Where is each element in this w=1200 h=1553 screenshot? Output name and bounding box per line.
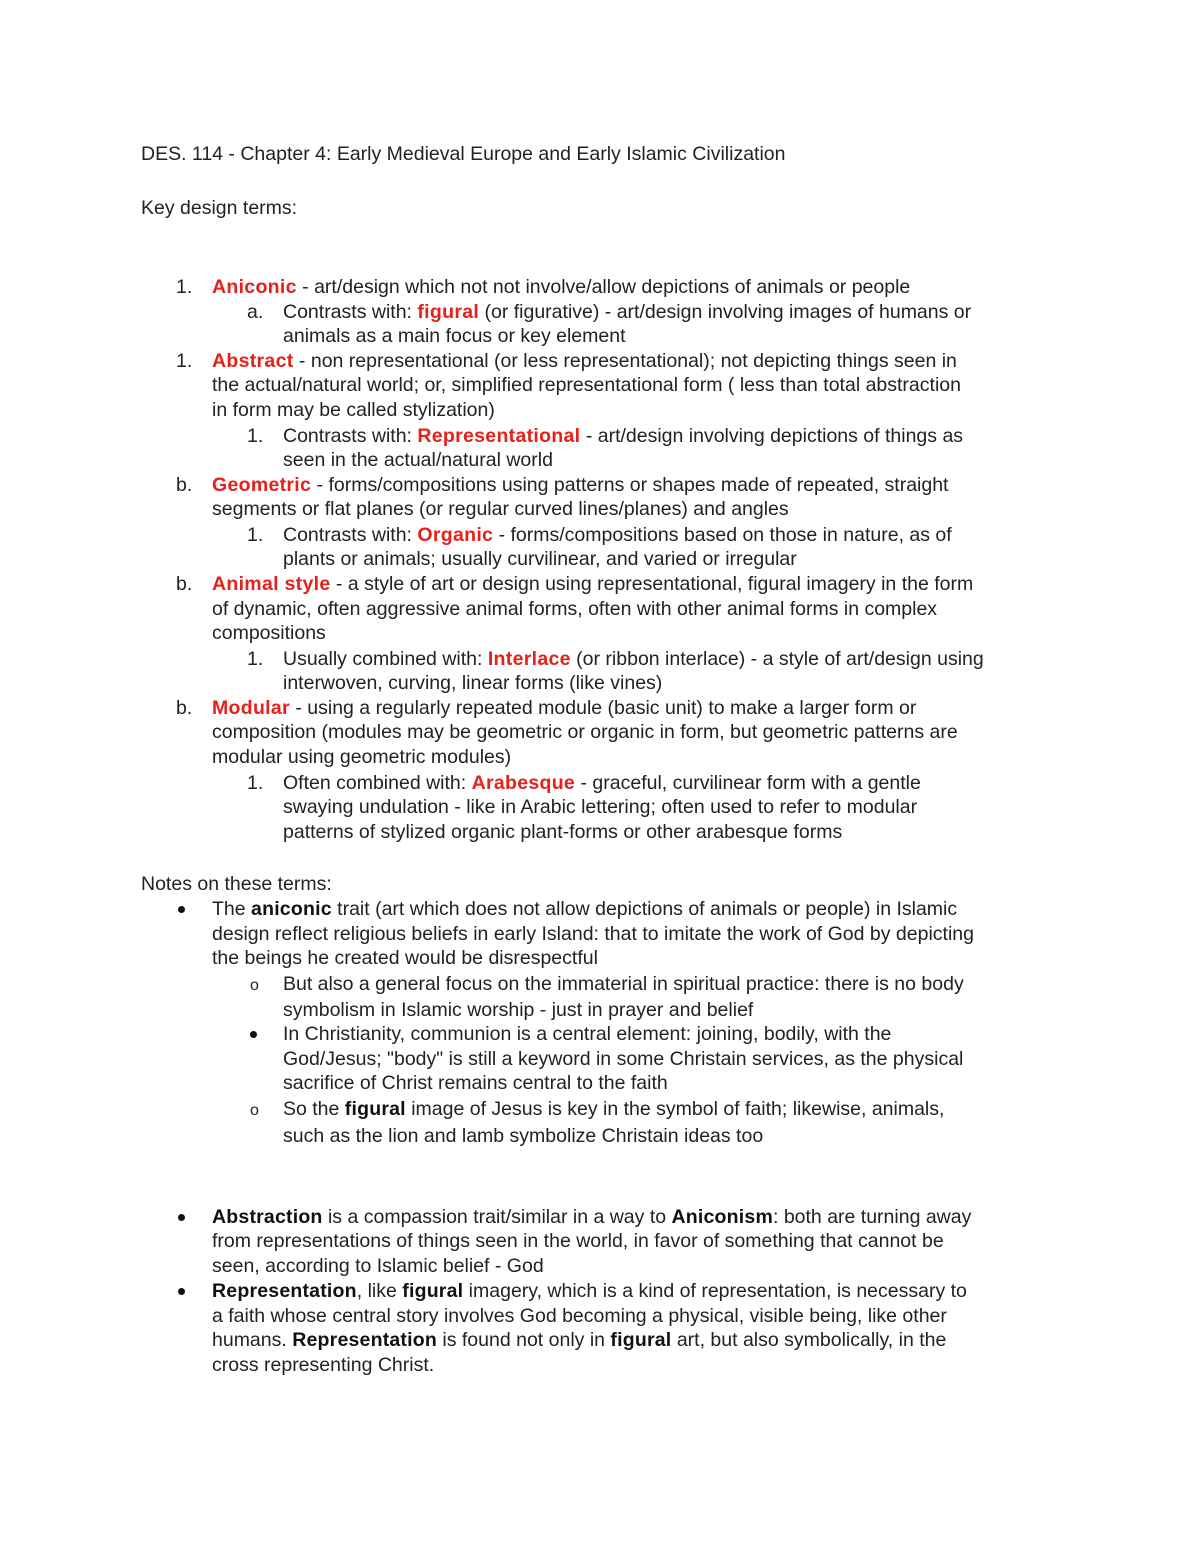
term-abstract-line: Abstract - non representational (or less representational); not depicting things seen in bbox=[212, 350, 957, 372]
term-arabesque-line: Often combined with: Arabesque - graceful, curvilinear form with a gentle bbox=[283, 772, 921, 794]
page-title: DES. 114 - Chapter 4: Early Medieval Europe and Early Islamic Civilization bbox=[141, 143, 786, 165]
list-marker: 1. bbox=[247, 524, 264, 546]
text-line: the actual/natural world; or, simplified representational form ( less than total abstraction bbox=[212, 374, 961, 396]
term-representational-line: Contrasts with: Representational - art/design involving depictions of things as bbox=[283, 425, 964, 447]
term-animal-style-line: Animal style - a style of art or design using representational, figural imagery in the form bbox=[212, 573, 974, 595]
text-line: such as the lion and lamb symbolize Christain ideas too bbox=[283, 1125, 764, 1147]
term-geometric: Geometric bbox=[212, 474, 312, 496]
list-marker: a. bbox=[247, 301, 264, 323]
list-marker: 1. bbox=[247, 425, 264, 447]
note-figural-line: So the figural image of Jesus is key in the symbol of faith; likewise, animals, bbox=[283, 1098, 945, 1120]
text-line: patterns of stylized organic plant-forms or other arabesque forms bbox=[283, 821, 843, 843]
term-arabesque: Arabesque bbox=[471, 772, 576, 794]
text-line: swaying undulation - like in Arabic lettering; often used to refer to modular bbox=[283, 796, 918, 818]
note-abstraction-line: Abstraction is a compassion trait/similar in a way to Aniconism: both are turning away bbox=[212, 1206, 972, 1228]
text-line: segments or flat planes (or regular curved lines/planes) and angles bbox=[212, 498, 789, 520]
term-organic-line: Contrasts with: Organic - forms/compositions based on those in nature, as of bbox=[283, 524, 952, 546]
term-figural-line: Contrasts with: figural (or figurative) - art/design involving images of humans or bbox=[283, 301, 972, 323]
list-marker: b. bbox=[176, 697, 193, 719]
term-modular: Modular bbox=[212, 697, 290, 719]
text-line: a faith whose central story involves God becoming a physical, visible being, like other bbox=[212, 1305, 947, 1327]
text-line: God/Jesus; "body" is still a keyword in some Christain services, as the physical bbox=[283, 1048, 964, 1070]
circle-bullet-icon: o bbox=[250, 977, 259, 994]
term-modular-line: Modular - using a regularly repeated module (basic unit) to make a larger form or bbox=[212, 697, 917, 719]
text-line: seen in the actual/natural world bbox=[283, 449, 553, 471]
list-marker: 1. bbox=[176, 276, 193, 298]
bullet-icon bbox=[178, 1214, 185, 1221]
note-aniconic-line: The aniconic trait (art which does not allow depictions of animals or people) in Islamic bbox=[212, 898, 958, 920]
text-line: symbolism in Islamic worship - just in prayer and belief bbox=[283, 999, 754, 1021]
term-interlace-line: Usually combined with: Interlace (or ribbon interlace) - a style of art/design using bbox=[283, 648, 984, 670]
bullet-icon bbox=[178, 1288, 185, 1295]
text-line: animals as a main focus or key element bbox=[283, 325, 626, 347]
term-abstract: Abstract bbox=[212, 350, 294, 372]
text-line: in form may be called stylization) bbox=[212, 399, 495, 421]
list-marker: 1. bbox=[176, 350, 193, 372]
circle-bullet-icon: o bbox=[250, 1102, 259, 1119]
text-line: plants or animals; usually curvilinear, and varied or irregular bbox=[283, 548, 797, 570]
text-line: the beings he created would be disrespectful bbox=[212, 947, 598, 969]
text-line: interwoven, curving, linear forms (like vines) bbox=[283, 672, 663, 694]
bullet-icon bbox=[178, 906, 185, 913]
term-representational: Representational bbox=[417, 425, 581, 447]
text-line: humans. Representation is found not only in figural art, but also symbolically, in the bbox=[212, 1329, 947, 1351]
term-geometric-line: Geometric - forms/compositions using patterns or shapes made of repeated, straight bbox=[212, 474, 949, 496]
text-line: In Christianity, communion is a central element: joining, bodily, with the bbox=[283, 1023, 892, 1045]
text-line: of dynamic, often aggressive animal forms, often with other animal forms in complex bbox=[212, 598, 938, 620]
text-line: sacrifice of Christ remains central to the faith bbox=[283, 1072, 668, 1094]
key-terms-heading: Key design terms: bbox=[141, 197, 298, 219]
notes-heading: Notes on these terms: bbox=[141, 873, 332, 895]
list-marker: 1. bbox=[247, 772, 264, 794]
term-animal-style: Animal style bbox=[212, 573, 331, 595]
list-marker: b. bbox=[176, 474, 193, 496]
text-line: modular using geometric modules) bbox=[212, 746, 512, 768]
list-marker: 1. bbox=[247, 648, 264, 670]
term-organic: Organic bbox=[417, 524, 494, 546]
term-interlace: Interlace bbox=[487, 648, 571, 670]
text-line: design reflect religious beliefs in early Island: that to imitate the work of God by depicting bbox=[212, 923, 974, 945]
bullet-icon bbox=[250, 1031, 257, 1038]
term-aniconic: Aniconic bbox=[212, 276, 297, 298]
term-aniconic-line: Aniconic - art/design which not not involve/allow depictions of animals or people bbox=[212, 276, 911, 298]
text-line: seen, according to Islamic belief - God bbox=[212, 1255, 544, 1277]
text-line: cross representing Christ. bbox=[212, 1354, 435, 1376]
text-line: But also a general focus on the immaterial in spiritual practice: there is no body bbox=[283, 973, 964, 995]
text-line: compositions bbox=[212, 622, 326, 644]
list-marker: b. bbox=[176, 573, 193, 595]
note-representation-line: Representation, like figural imagery, which is a kind of representation, is necessary to bbox=[212, 1280, 967, 1302]
text-line: from representations of things seen in the world, in favor of something that cannot be bbox=[212, 1230, 944, 1252]
term-figural: figural bbox=[417, 301, 480, 323]
text-line: composition (modules may be geometric or organic in form, but geometric patterns are bbox=[212, 721, 958, 743]
